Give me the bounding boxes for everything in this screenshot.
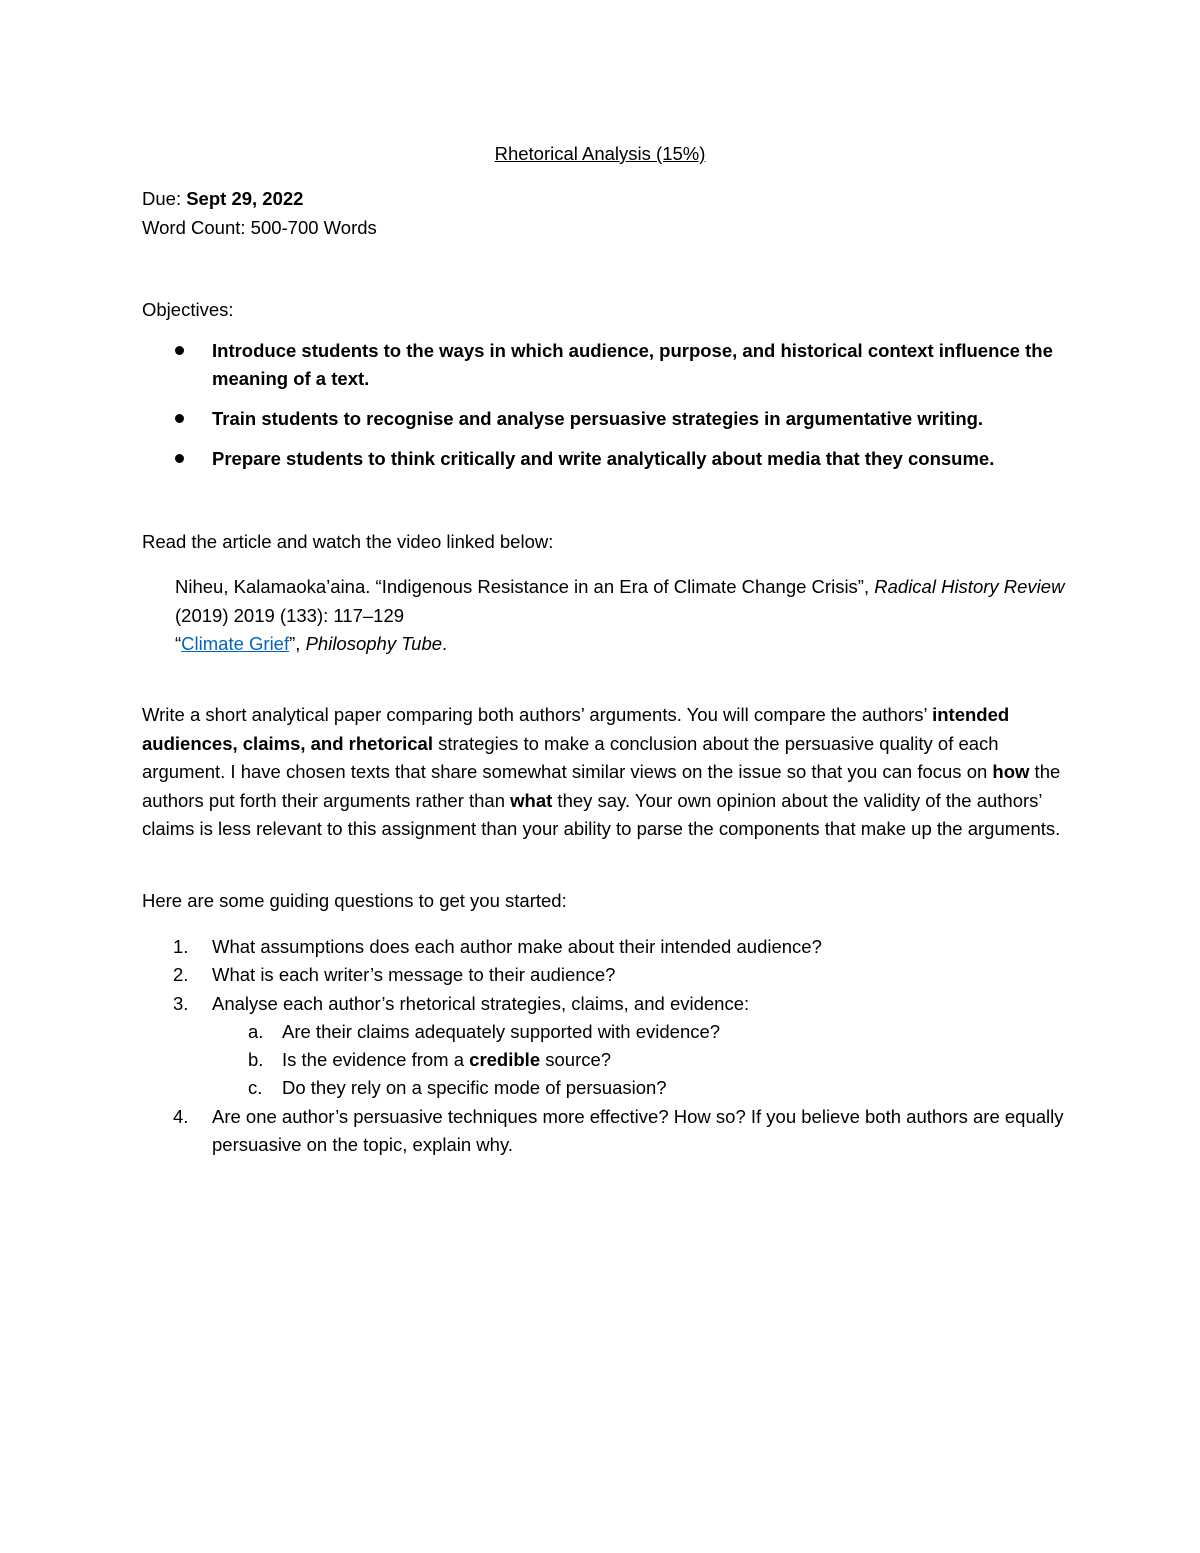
bullet-icon [175,346,184,355]
sub-question-text: Do they rely on a specific mode of persuasion? [282,1077,667,1099]
sub-question-letter: a. [248,1020,264,1042]
due-value: Sept 29, 2022 [186,188,304,209]
guiding-intro: Here are some guiding questions to get you started: [142,890,567,911]
paragraph-bold: intended audiences, claims, and rhetorical [142,704,1010,754]
citation-journal: Radical History Review [874,576,1065,597]
sub-question-letter: c. [248,1077,263,1099]
citation-video [175,630,1075,659]
citation-article-text: Niheu, Kalamaoka’aina. “Indigenous Resistance in an Era of Climate Change Crisis”, [175,576,875,597]
objectives-list [142,337,1062,485]
citation-article [175,573,1075,630]
due-date [142,188,303,210]
paragraph-text: Write a short analytical paper comparing both authors’ arguments. You will compare the authors’ [142,704,933,725]
question-text: Are one author’s persuasive techniques more effective? How so? If you believe both authors are equally persuasive on the topic, explain why. [212,1105,1064,1156]
sub-question-item [212,1046,1072,1074]
reading-instruction: Read the article and watch the video linked below: [142,531,554,552]
question-item [142,990,1072,1103]
question-item [142,961,1072,989]
question-item [142,933,1072,961]
sub-question-letter: b. [248,1049,264,1071]
sub-question-text: Is the evidence from a [282,1049,470,1071]
question-number: 1. [173,936,189,957]
climate-grief-link[interactable]: Climate Grief [181,633,290,654]
objective-text: Introduce students to the ways in which audience, purpose, and historical context influence the meaning of a text. [212,340,1053,389]
sub-question-item [212,1018,1072,1046]
sub-question-text: source? [540,1049,612,1071]
question-text: Analyse each author’s rhetorical strategies, claims, and evidence: [212,992,750,1014]
bullet-icon [175,414,184,423]
sub-question-item [212,1074,1072,1102]
paragraph-text: the authors put forth their arguments rather than [142,761,1061,811]
sub-questions-list [212,1018,1072,1103]
objective-text: Prepare students to think critically and write analytically about media that they consume. [212,448,995,469]
citation-video-open: “ [175,633,182,654]
sub-question-bold: credible [469,1049,541,1071]
citation-video-source: Philosophy Tube [305,633,443,654]
sub-question-text: Are their claims adequately supported with evidence? [282,1020,721,1042]
assignment-paragraph [142,701,1072,844]
question-number: 3. [173,992,189,1014]
citation-video-mid: ”, [289,633,306,654]
question-text: What is each writer’s message to their audience? [212,964,616,986]
paragraph-bold: what [510,789,553,811]
paragraph-text: strategies to make a conclusion about the persuasive quality of each argument. I have chosen texts that share somewhat similar views on the issue so that you can focus on [142,732,999,783]
objective-item [142,445,1062,473]
citation-article-details: (2019) 2019 (133): 117–129 [175,604,405,626]
question-number: 2. [173,964,189,986]
citations [175,573,1075,659]
question-item [142,1103,1072,1160]
citation-video-end: . [442,633,448,654]
question-text: What assumptions does each author make about their intended audience? [212,936,822,957]
question-number: 4. [173,1105,189,1127]
objective-text: Train students to recognise and analyse persuasive strategies in argumentative writing. [212,408,984,429]
objective-item [142,337,1062,393]
due-label: Due: [142,188,187,209]
guiding-questions-list [142,933,1072,1159]
paragraph-bold: how [992,761,1030,783]
objectives-heading: Objectives: [142,299,234,320]
paragraph-text: they say. Your own opinion about the validity of the authors’ claims is less relevant to this assignment than your ability to parse the components that make up the arguments. [142,789,1061,840]
page-title: Rhetorical Analysis (15%) [494,143,706,164]
word-count: Word Count: 500-700 Words [142,217,377,238]
bullet-icon [175,454,184,463]
objective-item [142,405,1062,433]
